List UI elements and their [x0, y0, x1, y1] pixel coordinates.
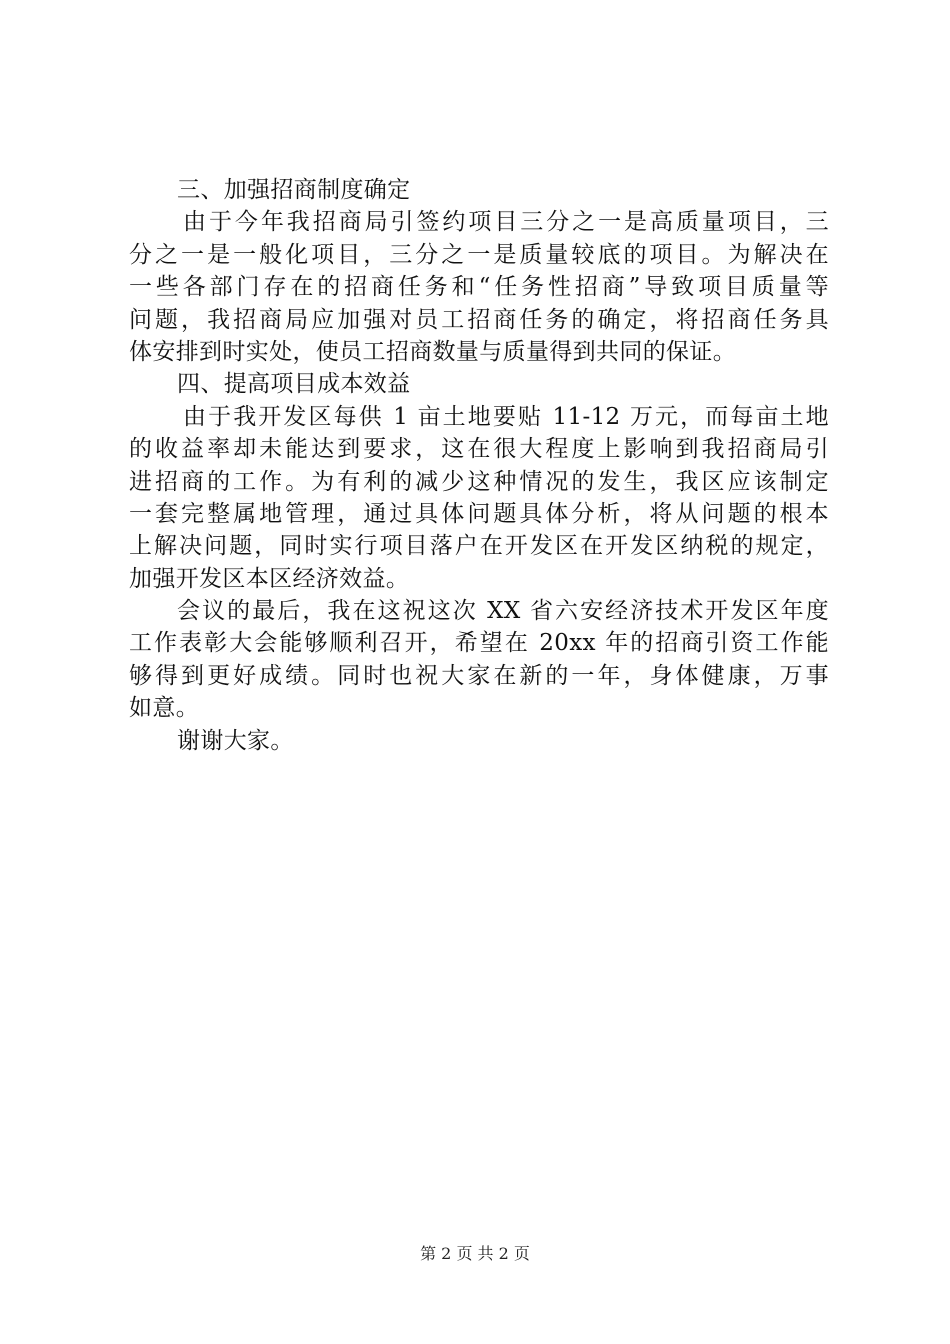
paragraph-line: 由于今年我招商局引签约项目三分之一是高质量项目，三 — [183, 209, 829, 236]
paragraph-line: 问题，我招商局应加强对员工招商任务的确定，将招商任务具 — [129, 306, 829, 333]
paragraph-line: 进招商的工作。为有利的减少这种情况的发生，我区应该制定 — [129, 468, 829, 495]
paragraph-line: 分之一是一般化项目，三分之一是质量较底的项目。为解决在 — [129, 241, 829, 268]
paragraph-line: 如意。 — [129, 695, 200, 722]
document-body — [129, 174, 829, 757]
page-footer: 第 2 页 共 2 页 — [420, 1244, 530, 1263]
paragraph-line: 工作表彰大会能够顺利召开，希望在 20xx 年的招商引资工作能 — [129, 630, 829, 657]
closing-line: 谢谢大家。 — [177, 727, 294, 754]
section-heading-4: 四、提高项目成本效益 — [177, 371, 411, 398]
paragraph-line: 上解决问题，同时实行项目落户在开发区在开发区纳税的规定， — [129, 533, 829, 560]
paragraph-line: 由于我开发区每供 1 亩土地要贴 11-12 万元，而每亩土地 — [183, 403, 829, 430]
paragraph-line: 会议的最后，我在这祝这次 XX 省六安经济技术开发区年度 — [177, 598, 829, 625]
section-heading-3: 三、加强招商制度确定 — [177, 177, 411, 203]
paragraph-line: 够得到更好成绩。同时也祝大家在新的一年，身体健康，万事 — [129, 662, 829, 689]
paragraph-line: 一套完整属地管理，通过具体问题具体分析，将从问题的根本 — [129, 500, 829, 527]
paragraph-line: 体安排到时实处，使员工招商数量与质量得到共同的保证。 — [129, 338, 737, 365]
paragraph-line: 的收益率却未能达到要求，这在很大程度上影响到我招商局引 — [129, 436, 829, 463]
paragraph-line: 一些各部门存在的招商任务和“任务性招商”导致项目质量等 — [129, 274, 829, 301]
paragraph-line: 加强开发区本区经济效益。 — [129, 565, 410, 592]
